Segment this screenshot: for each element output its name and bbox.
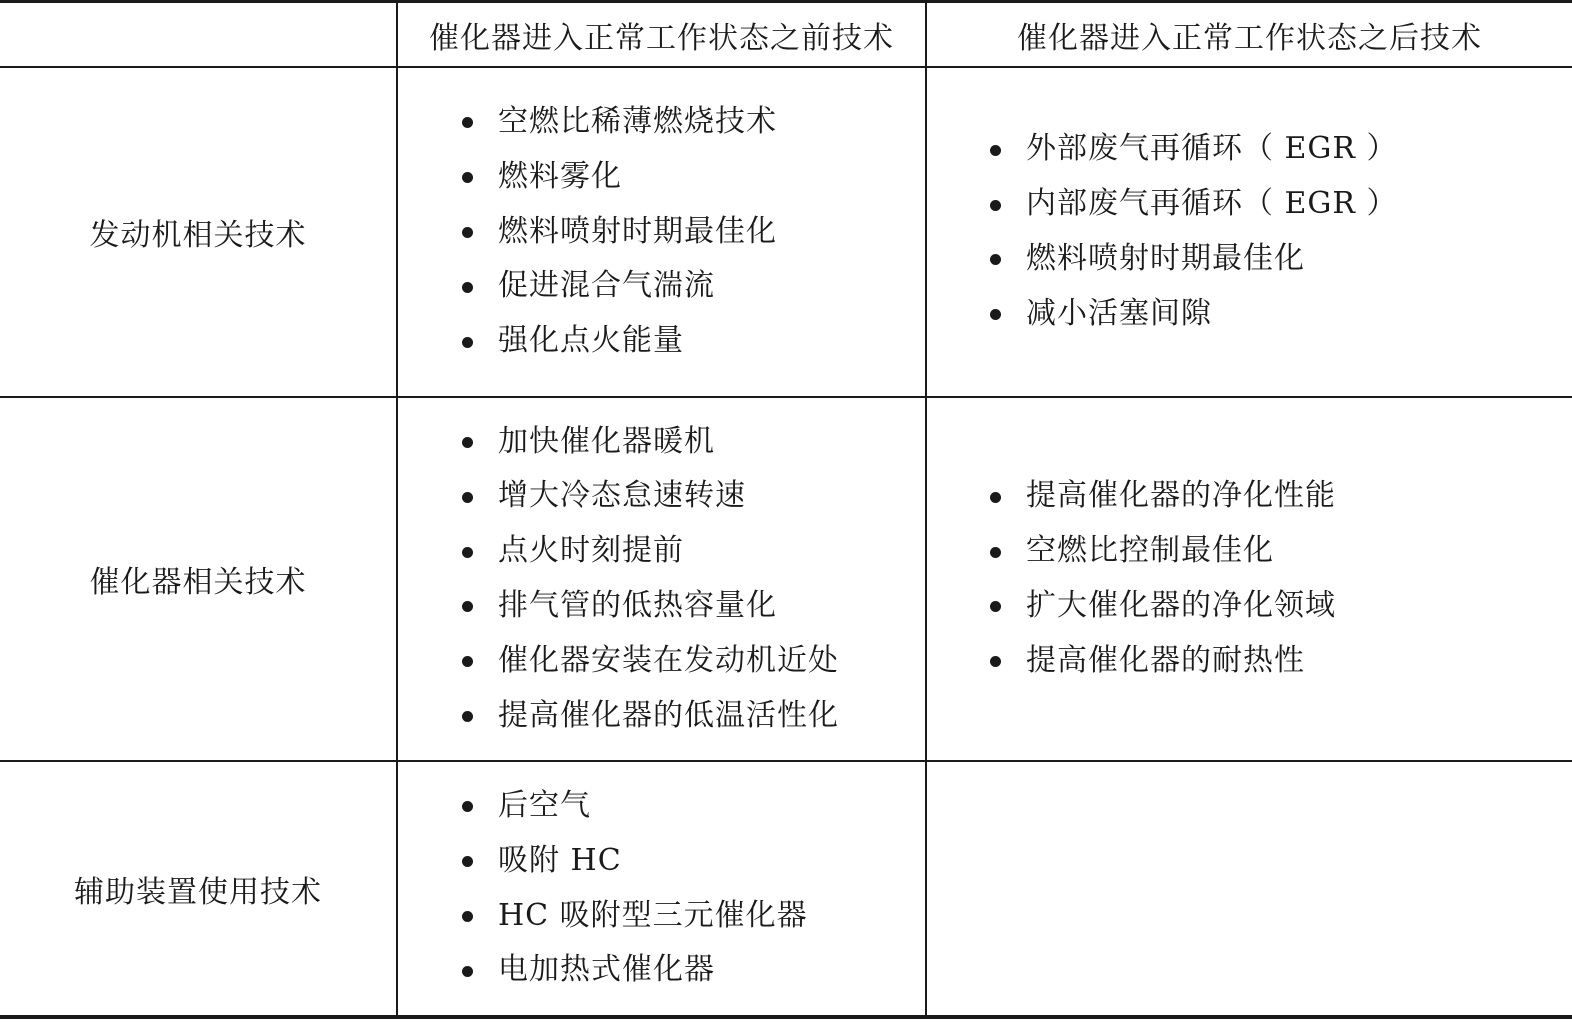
list-item bbox=[462, 150, 777, 205]
bullet-icon bbox=[990, 254, 1001, 265]
list-item-text: 燃料雾化 bbox=[498, 158, 622, 194]
bullet-icon bbox=[462, 337, 473, 348]
bullet-icon bbox=[990, 145, 1001, 156]
cell-catalyst-after bbox=[990, 398, 1336, 760]
bullet-icon bbox=[462, 656, 473, 667]
list-item-text: 提高催化器的耐热性 bbox=[1026, 642, 1305, 678]
list-item bbox=[990, 469, 1336, 524]
bullet-icon bbox=[462, 227, 473, 238]
list-item bbox=[990, 122, 1398, 177]
bullet-icon bbox=[462, 601, 473, 612]
bullet-list bbox=[990, 469, 1336, 688]
list-item bbox=[990, 177, 1398, 232]
bullet-list bbox=[462, 779, 808, 998]
list-item bbox=[462, 689, 839, 744]
list-item-text: 加快催化器暖机 bbox=[498, 423, 715, 459]
list-item-text: 排气管的低热容量化 bbox=[498, 588, 777, 623]
list-item bbox=[990, 524, 1336, 579]
list-item bbox=[462, 259, 777, 314]
list-item bbox=[462, 834, 808, 889]
list-item-text: 电加热式催化器 bbox=[498, 952, 715, 988]
list-item-text: 扩大催化器的净化领域 bbox=[1026, 588, 1336, 623]
bullet-icon bbox=[462, 711, 473, 722]
bullet-list bbox=[990, 122, 1398, 341]
list-item bbox=[462, 415, 839, 470]
list-item bbox=[462, 943, 808, 998]
bullet-icon bbox=[462, 547, 473, 558]
list-item bbox=[462, 314, 777, 369]
list-item-text: 点火时刻提前 bbox=[498, 533, 684, 569]
bullet-icon bbox=[990, 492, 1001, 503]
bullet-icon bbox=[462, 801, 473, 812]
list-item-text: 提高催化器的净化性能 bbox=[1026, 478, 1336, 514]
list-item bbox=[462, 889, 808, 944]
bullet-list bbox=[462, 415, 839, 744]
list-item-text: 促进混合气湍流 bbox=[498, 268, 715, 304]
list-item-text: HC 吸附型三元催化器 bbox=[498, 897, 808, 933]
bullet-icon bbox=[462, 856, 473, 867]
list-item bbox=[990, 232, 1398, 287]
bullet-icon bbox=[990, 547, 1001, 558]
list-item bbox=[990, 287, 1398, 342]
list-item bbox=[462, 779, 808, 834]
list-item-text: 燃料喷射时期最佳化 bbox=[1026, 241, 1305, 276]
bullet-icon bbox=[462, 911, 473, 922]
list-item-text: 强化点火能量 bbox=[498, 323, 684, 359]
list-item bbox=[462, 579, 839, 634]
cell-engine-after bbox=[990, 68, 1398, 396]
list-item-text: 内部废气再循环（ EGR ） bbox=[1026, 186, 1398, 222]
bullet-icon bbox=[990, 601, 1001, 612]
bullet-list bbox=[462, 95, 777, 369]
list-item-text: 吸附 HC bbox=[498, 842, 622, 878]
row-label-engine: 发动机相关技术 bbox=[89, 218, 307, 253]
list-item-text: 减小活塞间隙 bbox=[1026, 295, 1212, 331]
bullet-icon bbox=[462, 117, 473, 128]
list-item-text: 燃料喷射时期最佳化 bbox=[498, 213, 777, 249]
list-item bbox=[990, 579, 1336, 634]
list-item-text: 空燃比稀薄燃烧技术 bbox=[498, 104, 777, 139]
list-item bbox=[462, 95, 777, 150]
bullet-icon bbox=[990, 309, 1001, 320]
list-item bbox=[990, 634, 1336, 689]
bullet-icon bbox=[462, 172, 473, 183]
bullet-icon bbox=[462, 437, 473, 448]
list-item-text: 空燃比控制最佳化 bbox=[1026, 533, 1274, 569]
list-item bbox=[462, 469, 839, 524]
bullet-icon bbox=[462, 492, 473, 503]
list-item bbox=[462, 634, 839, 689]
cell-engine-before bbox=[462, 68, 777, 396]
row-label-auxiliary: 辅助装置使用技术 bbox=[74, 874, 322, 910]
list-item-text: 催化器安装在发动机近处 bbox=[498, 642, 839, 678]
column-rule-2 bbox=[925, 0, 927, 1017]
list-item-text: 外部废气再循环（ EGR ） bbox=[1026, 131, 1398, 167]
bullet-icon bbox=[990, 656, 1001, 667]
list-item bbox=[462, 524, 839, 579]
header-before-normal-operation: 催化器进入正常工作状态之前技术 bbox=[429, 20, 894, 56]
header-after-normal-operation: 催化器进入正常工作状态之后技术 bbox=[1017, 20, 1482, 56]
cell-catalyst-before bbox=[462, 398, 839, 760]
list-item-text: 提高催化器的低温活性化 bbox=[498, 697, 839, 733]
table-bottom-rule bbox=[0, 1015, 1572, 1019]
bullet-icon bbox=[990, 200, 1001, 211]
list-item-text: 增大冷态怠速转速 bbox=[498, 478, 746, 514]
cell-auxiliary-before bbox=[462, 762, 808, 1015]
bullet-icon bbox=[462, 966, 473, 977]
list-item-text: 后空气 bbox=[498, 787, 591, 823]
row-label-catalyst: 催化器相关技术 bbox=[89, 565, 307, 600]
list-item bbox=[462, 205, 777, 260]
bullet-icon bbox=[462, 282, 473, 293]
column-rule-1 bbox=[396, 0, 398, 1017]
